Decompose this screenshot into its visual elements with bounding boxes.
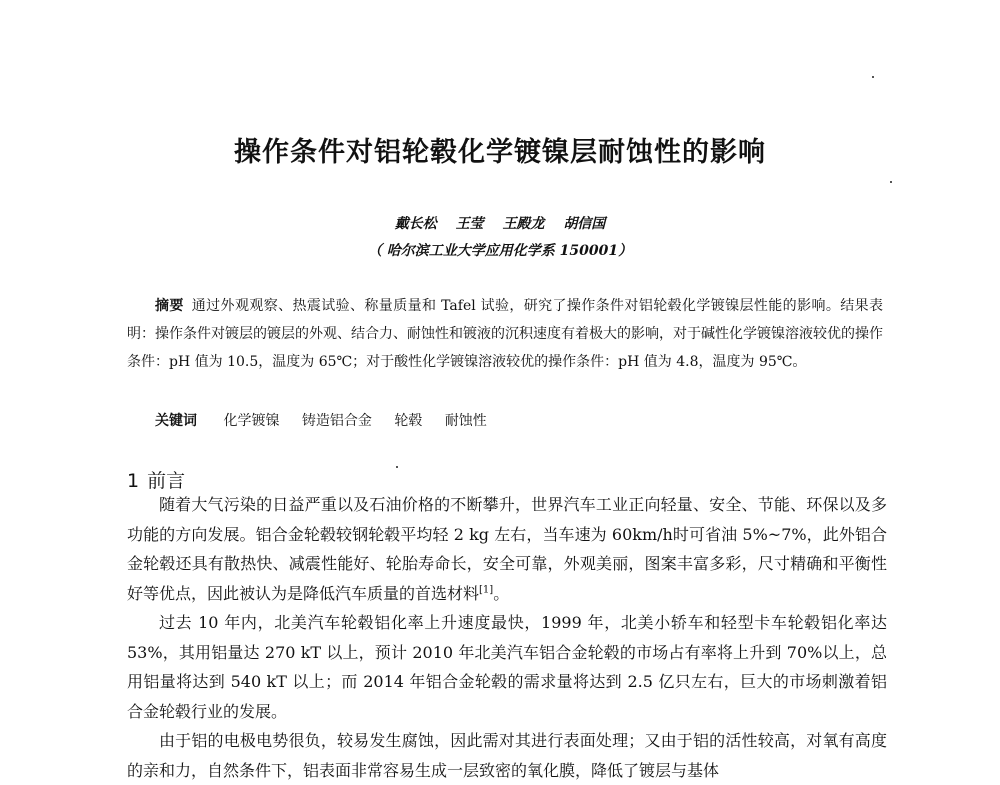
section-heading [127,466,185,493]
scan-speck [396,466,398,468]
paragraph-text: 过去 10 年内，北美汽车轮毂铝化率上升速度最快，1999 年，北美小轿车和轻型卡车轮毂铝化率达 53%，其用铝量达 270 kT 以上，预计 2010 年北美汽车铝合金轮毂的市场占有率将上升到 70%以上，总用铝量将达到 540 kT 以上；而 2014 年铝合金轮毂的需求量将达到 2.5 亿只左右，巨大的市场刺激着铝合金轮毂行业的发展。 [127,613,887,721]
keyword: 耐蚀性 [444,413,487,429]
paragraph-text: 由于铝的电极电势很负，较易发生腐蚀，因此需对其进行表面处理；又由于铝的活性较高，对氧有高度的亲和力，自然条件下，铝表面非常容易生成一层致密的氧化膜，降低了镀层与基体 [127,731,887,780]
keyword: 轮毂 [394,413,423,429]
abstract [127,292,883,376]
abstract-text: 通过外观观察、热震试验、称量质量和 Tafel 试验，研究了操作条件对铝轮毂化学镀镍层性能的影响。结果表明：操作条件对镀层的镀层的外观、结合力、耐蚀性和镀液的沉积速度有着极大的影响，对于碱性化学镀镍溶液较优的操作条件：pH 值为 10.5，温度为 65℃；对于酸性化学镀镍溶液较优的操作条件：pH 值为 4.8，温度为 95℃。 [127,298,883,370]
author: 戴长松 [394,216,437,232]
author: 王莹 [455,216,484,232]
paragraph-end: 。 [493,583,510,603]
paragraph [127,490,887,608]
author-affiliation: （ 哈尔滨工业大学应用化学系 150001） [367,243,633,259]
keyword: 铸造铝合金 [301,413,372,429]
body-text [127,490,887,785]
scan-speck [872,76,874,78]
section-title: 前言 [147,470,186,492]
paper-title: 操作条件对铝轮毂化学镀镍层耐蚀性的影响 [234,137,766,168]
abstract-label: 摘要 [155,298,184,314]
keywords-label: 关键词 [155,413,197,429]
keyword: 化学镀镍 [223,413,280,429]
author-list [0,213,1000,233]
keywords [155,409,505,433]
paragraph [127,726,887,785]
paragraph [127,608,887,726]
author: 胡信国 [563,216,606,232]
author: 王殿龙 [502,216,545,232]
paragraph-text: 随着大气污染的日益严重以及石油价格的不断攀升，世界汽车工业正向轻量、安全、节能、环保以及多功能的方向发展。铝合金轮毂较钢轮毂平均轻 2 kg 左右，当车速为 60km/h时可省油 5%~7%，此外铝合金轮毂还具有散热快、减震性能好、轮胎寿命长，安全可靠，外观美丽，图案丰富多彩，尺寸精确和平衡性好等优点，因此被认为是降低汽车质量的首选材料 [127,495,887,603]
section-number: 1 [127,470,140,492]
citation-ref: [1] [479,584,494,596]
scan-speck [890,181,892,183]
